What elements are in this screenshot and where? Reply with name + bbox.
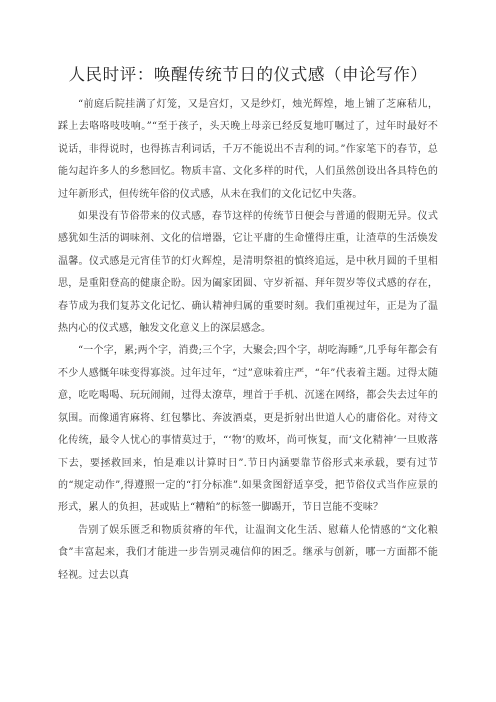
- document-body: [58, 94, 438, 587]
- paragraph: 如果没有节俗带来的仪式感，春节这样的传统节日便会与普通的假期无异。仪式感犹如生活的调味剂、文化的信增器，它让平庸的生命懂得庄重，让渣草的生活焕发温馨。仪式感是元宵佳节的灯火辉煌，是清明祭祖的慎终追远，是中秋月圆的千里相思，是重阳登高的健康企盼。因为阖家团圆、守岁祈福、拜年贺岁等仪式感的存在，春节成为我们复苏文化记忆、确认精神归属的重要时刻。我们重视过年，正是为了温热内心的仪式感，触发文化意义上的深层感念。: [58, 211, 438, 335]
- paragraph: “前庭后院挂满了灯笼，又是宫灯，又是纱灯，烛光辉煌，地上铺了芝麻秸儿，踩上去咯咯吱吱响。”“至于孩子，头天晚上母亲已经反复地叮嘱过了，过年时最好不说话，非得说时，也得拣吉利词话，千万不能说出不吉利的词。”作家笔下的春节，总能勾起许多人的乡愁回忆。物质丰富、文化多样的时代，人们虽然创设出各具特色的过年新形式，但传统年俗的仪式感，从未在我们的文化记忆中失落。: [58, 99, 438, 200]
- document-title: 人民时评：唤醒传统节日的仪式感（申论写作）: [68, 65, 428, 84]
- paragraph: 告别了娱乐匮乏和物质贫瘠的年代，让温润文化生活、慰藉人伦情感的“文化粮食”丰富起来，我们才能进一步告别灵魂信仰的困乏。继承与创新，哪一方面都不能轻视。过去以真: [58, 524, 438, 581]
- paragraph: “一个字，累;两个字，消费;三个字，大聚会;四个字，胡吃海睡”,几乎每年都会有不少人感慨年味变得寡淡。过年过年，“过”意味着庄严，“年”代表着主题。过得太随意，吃吃喝喝、玩玩闹闹，过得太潦草，埋首于手机、沉迷在网络，都会失去过年的氛围。而像通宵麻将、红包攀比、奔波酒桌，更是折射出世道人心的庸俗化。对待文化传统，最令人忧心的事情莫过于，“‘物’的败坏，尚可恢复，而‘文化精神’一旦败落下去，要拯救回来，怕是难以计算时日”.节日内涵要靠节俗形式来承载，要有过节的“规定动作”,得遵照一定的“打分标准”.如果贪图舒适享受，把节俗仪式当作应景的形式，累人的负担，甚或贴上“糟粕”的标签一脚踢开，节日岂能不变味？: [58, 345, 438, 514]
